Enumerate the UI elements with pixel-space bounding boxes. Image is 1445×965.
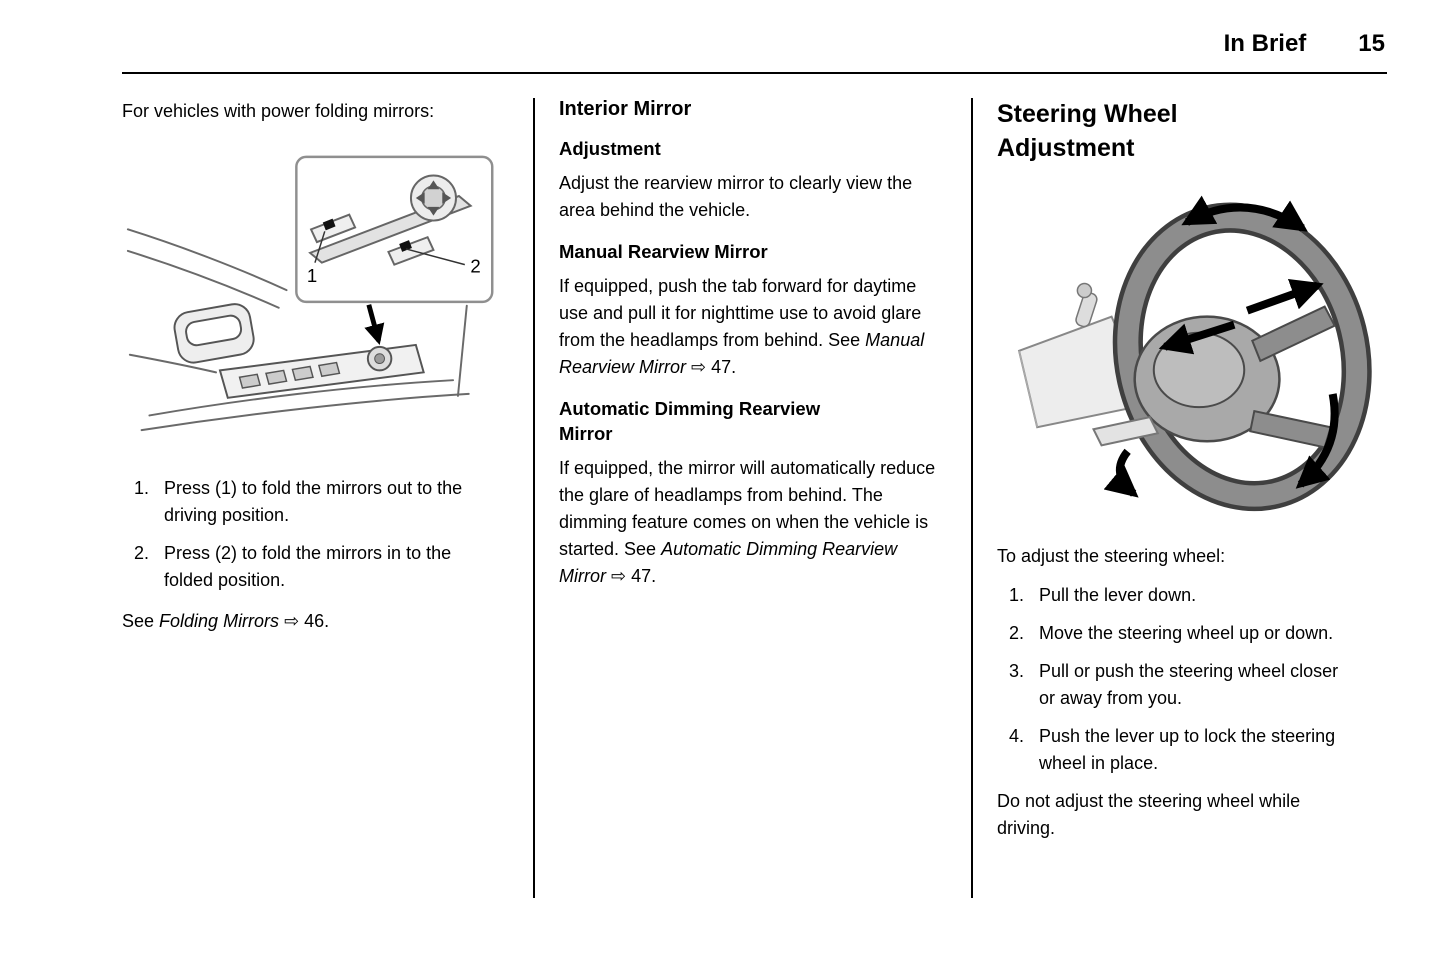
window-switch-plate [220, 345, 424, 398]
auto-dimming-cross-ref: Automatic Dimming Rearview Mirror [559, 538, 898, 586]
step-item-1 [997, 582, 1393, 609]
step-number: 2. [1009, 623, 1025, 644]
step-item-3 [997, 658, 1393, 712]
auto-dimming-heading: Automatic Dimming Rearview Mirror [559, 397, 821, 444]
manual-rearview-page-ref: ⇨ 47. [686, 356, 737, 377]
steering-wheel-title: Steering Wheel Adjustment [997, 100, 1178, 162]
manual-rearview-text-main: If equipped, push the tab forward for daytime use and pull it for nighttime use to avoid glare from the headlamps from behind. See [559, 275, 922, 350]
auto-dimming-text [559, 455, 945, 590]
step-item-4 [997, 723, 1393, 777]
interior-mirror-title: Interior Mirror [559, 98, 692, 120]
inset-pointer-arrow [369, 305, 379, 341]
step-text: Push the lever up to lock the steering wheel in place. [1039, 726, 1336, 774]
step-number: 1. [1009, 585, 1025, 606]
cross-ref-prefix: See [122, 610, 160, 631]
callout-label-2: 2 [470, 255, 481, 277]
mirror-select-knob [411, 175, 456, 220]
page-header [122, 30, 1387, 58]
lever-down-arrow [1120, 451, 1134, 493]
door-panel-figure [122, 151, 504, 445]
manual-rearview-text [559, 273, 945, 381]
step-text: Pull the lever down. [1039, 585, 1197, 606]
page-columns [122, 98, 1387, 898]
steering-warning-text: Do not adjust the steering wheel while driving. [997, 791, 1301, 839]
column-interior-mirror [535, 98, 971, 898]
step-item-2 [997, 620, 1393, 647]
column-steering-wheel [973, 98, 1393, 898]
door-panel-illustration [122, 151, 504, 445]
folding-mirrors-intro: For vehicles with power folding mirrors: [122, 101, 435, 121]
step-text: Pull or push the steering wheel closer or away from you. [1039, 661, 1339, 709]
column-folding-mirrors [122, 98, 533, 898]
steering-intro: To adjust the steering wheel: [997, 546, 1226, 567]
manual-rearview-cross-ref: Manual Rearview Mirror [559, 329, 925, 377]
step-number: 1. [134, 477, 150, 498]
steering-wheel-illustration [1001, 188, 1393, 530]
steering-steps [997, 582, 1393, 777]
step-text: Press (1) to fold the mirrors out to the driving position. [164, 477, 463, 525]
manual-rearview-heading: Manual Rearview Mirror [559, 240, 768, 262]
steering-wheel-figure [1001, 188, 1393, 530]
auto-dimming-page-ref: ⇨ 47. [606, 565, 657, 586]
folding-mirrors-steps [122, 475, 507, 594]
ignition-stalk [1077, 283, 1091, 297]
header-rule [122, 72, 1387, 74]
folding-mirrors-cross-ref [122, 608, 507, 635]
step-item-2 [122, 540, 507, 594]
telescope-out-arrow [1247, 285, 1317, 310]
adjustment-text: Adjust the rearview mirror to clearly view the area behind the vehicle. [559, 172, 913, 220]
adjustment-heading: Adjustment [559, 138, 661, 159]
step-text: Press (2) to fold the mirrors in to the folded position. [164, 542, 452, 590]
step-text: Move the steering wheel up or down. [1039, 623, 1334, 644]
door-handle [172, 302, 256, 365]
step-number: 2. [134, 542, 150, 563]
cross-ref-page: ⇨ 46. [279, 610, 330, 631]
cross-ref-link: Folding Mirrors [159, 610, 280, 631]
header-section-title: In Brief [1223, 30, 1307, 57]
header-page-number: 15 [1358, 30, 1385, 57]
inset-callout-box [296, 157, 492, 302]
step-number: 4. [1009, 726, 1025, 747]
step-number: 3. [1009, 661, 1025, 682]
step-item-1 [122, 475, 507, 529]
callout-label-1: 1 [306, 265, 318, 287]
auto-dimming-text-main: If equipped, the mirror will automatically reduce the glare of headlamps from behind. The dimming feature comes on when the vehicle is started. See [559, 457, 936, 559]
